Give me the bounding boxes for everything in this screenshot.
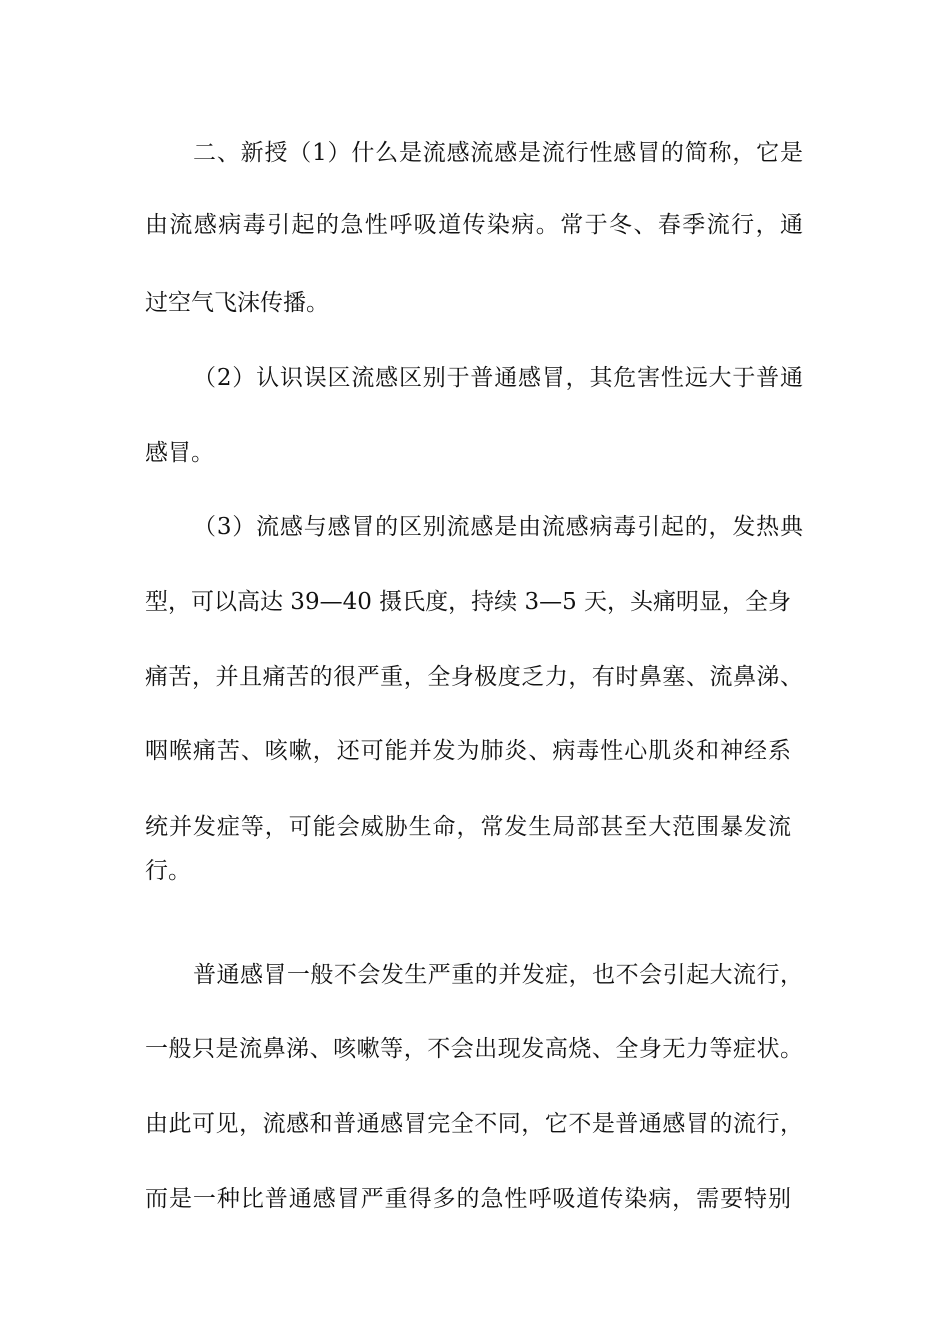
paragraph-line: 咽喉痛苦、咳嗽，还可能并发为肺炎、病毒性心肌炎和神经系 bbox=[145, 738, 791, 764]
paragraph-line: 二、新授（1）什么是流感流感是流行性感冒的简称，它是 bbox=[193, 140, 803, 166]
paragraph-line: 行。 bbox=[145, 858, 191, 884]
paragraph-line: （3）流感与感冒的区别流感是由流感病毒引起的，发热典 bbox=[193, 514, 803, 540]
paragraph-line: 一般只是流鼻涕、咳嗽等，不会出现发高烧、全身无力等症状。 bbox=[145, 1036, 803, 1062]
paragraph-line: 由此可见，流感和普通感冒完全不同，它不是普通感冒的流行， bbox=[145, 1111, 803, 1137]
paragraph-line: 由流感病毒引起的急性呼吸道传染病。常于冬、春季流行，通 bbox=[145, 212, 803, 238]
paragraph-line: （2）认识误区流感区别于普通感冒，其危害性远大于普通 bbox=[193, 365, 803, 391]
paragraph-line: 型，可以高达 39—40 摄氏度，持续 3—5 天，头痛明显，全身 bbox=[145, 589, 792, 615]
paragraph-line: 痛苦，并且痛苦的很严重，全身极度乏力，有时鼻塞、流鼻涕、 bbox=[145, 664, 803, 690]
paragraph-line: 感冒。 bbox=[145, 440, 214, 466]
paragraph-line: 过空气飞沫传播。 bbox=[145, 290, 329, 316]
paragraph-line: 普通感冒一般不会发生严重的并发症，也不会引起大流行， bbox=[193, 962, 803, 988]
paragraph-line: 而是一种比普通感冒严重得多的急性呼吸道传染病，需要特别 bbox=[145, 1186, 791, 1212]
paragraph-line: 统并发症等，可能会威胁生命，常发生局部甚至大范围暴发流 bbox=[145, 814, 791, 840]
